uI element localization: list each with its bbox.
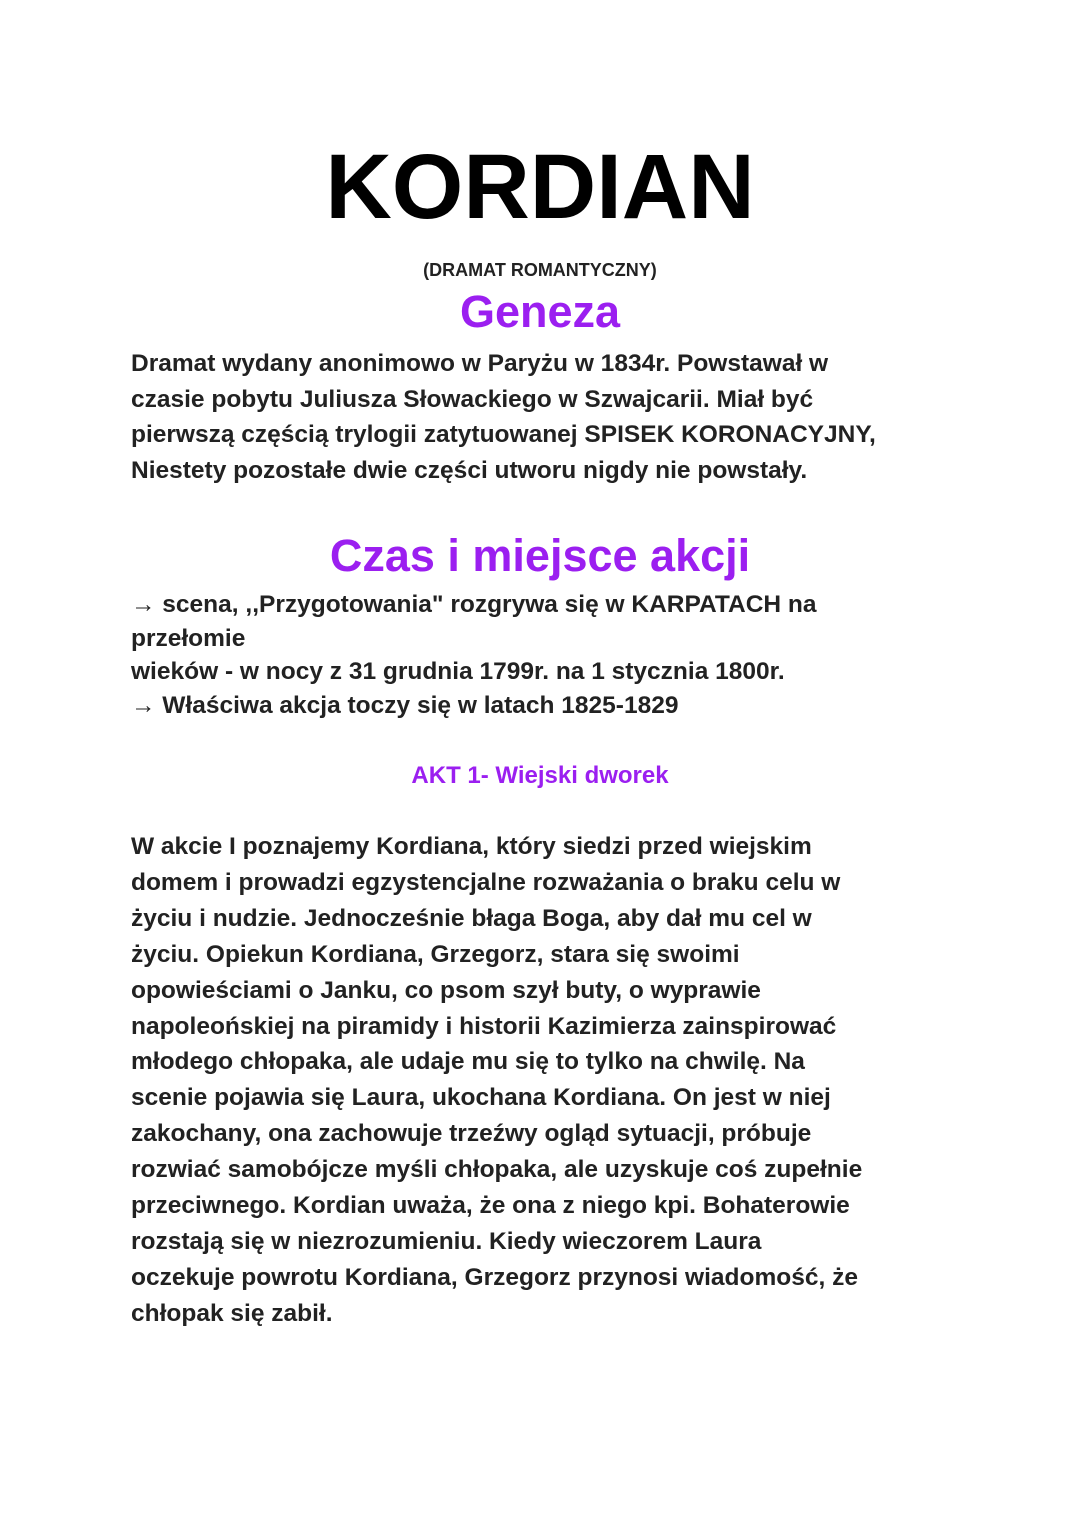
section-text-czas [131,588,961,722]
text-line: scenie pojawia się Laura, ukochana Kordiana. On jest w niej [131,1084,831,1112]
text-line: wieków - w nocy z 31 grudnia 1799r. na 1 stycznia 1800r. [131,658,785,685]
text-line: Niestety pozostałe dwie części utworu nigdy nie powstały. [131,456,808,484]
text-line: Dramat wydany anonimowo w Paryżu w 1834r. Powstawał w [131,350,829,377]
text-line: → Właściwa akcja toczy się w latach 1825-1829 [131,691,679,719]
text-line: przeciwnego. Kordian uważa, że ona z niego kpi. Bohaterowie [131,1192,850,1220]
document-title: KORDIAN [325,136,755,238]
text-line: W akcie I poznajemy Kordiana, który siedzi przed wiejskim [131,833,812,860]
text-line: czasie pobytu Juliusza Słowackiego w Szwajcarii. Miał być [131,385,814,413]
text-line: zakochany, ona zachowuje trzeźwy ogląd sytuacji, próbuje [131,1120,812,1148]
text-line: życiu i nudzie. Jednocześnie błaga Boga, aby dał mu cel w [131,904,812,932]
text-line: → scena, ,,Przygotowania" rozgrywa się w KARPATACH na [131,591,817,618]
section-heading-czas: Czas i miejsce akcji [329,530,751,581]
section-heading-akt1: AKT 1- Wiejski dworek [411,762,669,789]
text-line: rozstają się w niezrozumieniu. Kiedy wieczorem Laura [131,1227,762,1255]
section-text-geneza [131,346,961,488]
section-text-akt1 [131,829,961,1332]
text-line: opowieściami o Janku, co psom szył buty, o wyprawie [131,976,761,1004]
section-heading-geneza: Geneza [459,286,621,337]
text-line: domem i prowadzi egzystencjalne rozważania o braku celu w [131,868,841,896]
text-line: chłopak się zabił. [131,1299,333,1327]
text-line: młodego chłopaka, ale udaje mu się to tylko na chwilę. Na [131,1048,805,1076]
text-line: oczekuje powrotu Kordiana, Grzegorz przynosi wiadomość, że [131,1263,858,1291]
text-line: przełomie [131,624,246,652]
document-subtitle: (DRAMAT ROMANTYCZNY) [423,260,657,280]
text-line: życiu. Opiekun Kordiana, Grzegorz, stara się swoimi [131,940,740,968]
text-line: napoleońskiej na piramidy i historii Kazimierza zainspirować [131,1012,837,1040]
text-line: pierwszą częścią trylogii zatytuowanej SPISEK KORONACYJNY, [131,421,876,448]
text-line: rozwiać samobójcze myśli chłopaka, ale uzyskuje coś zupełnie [131,1156,863,1184]
